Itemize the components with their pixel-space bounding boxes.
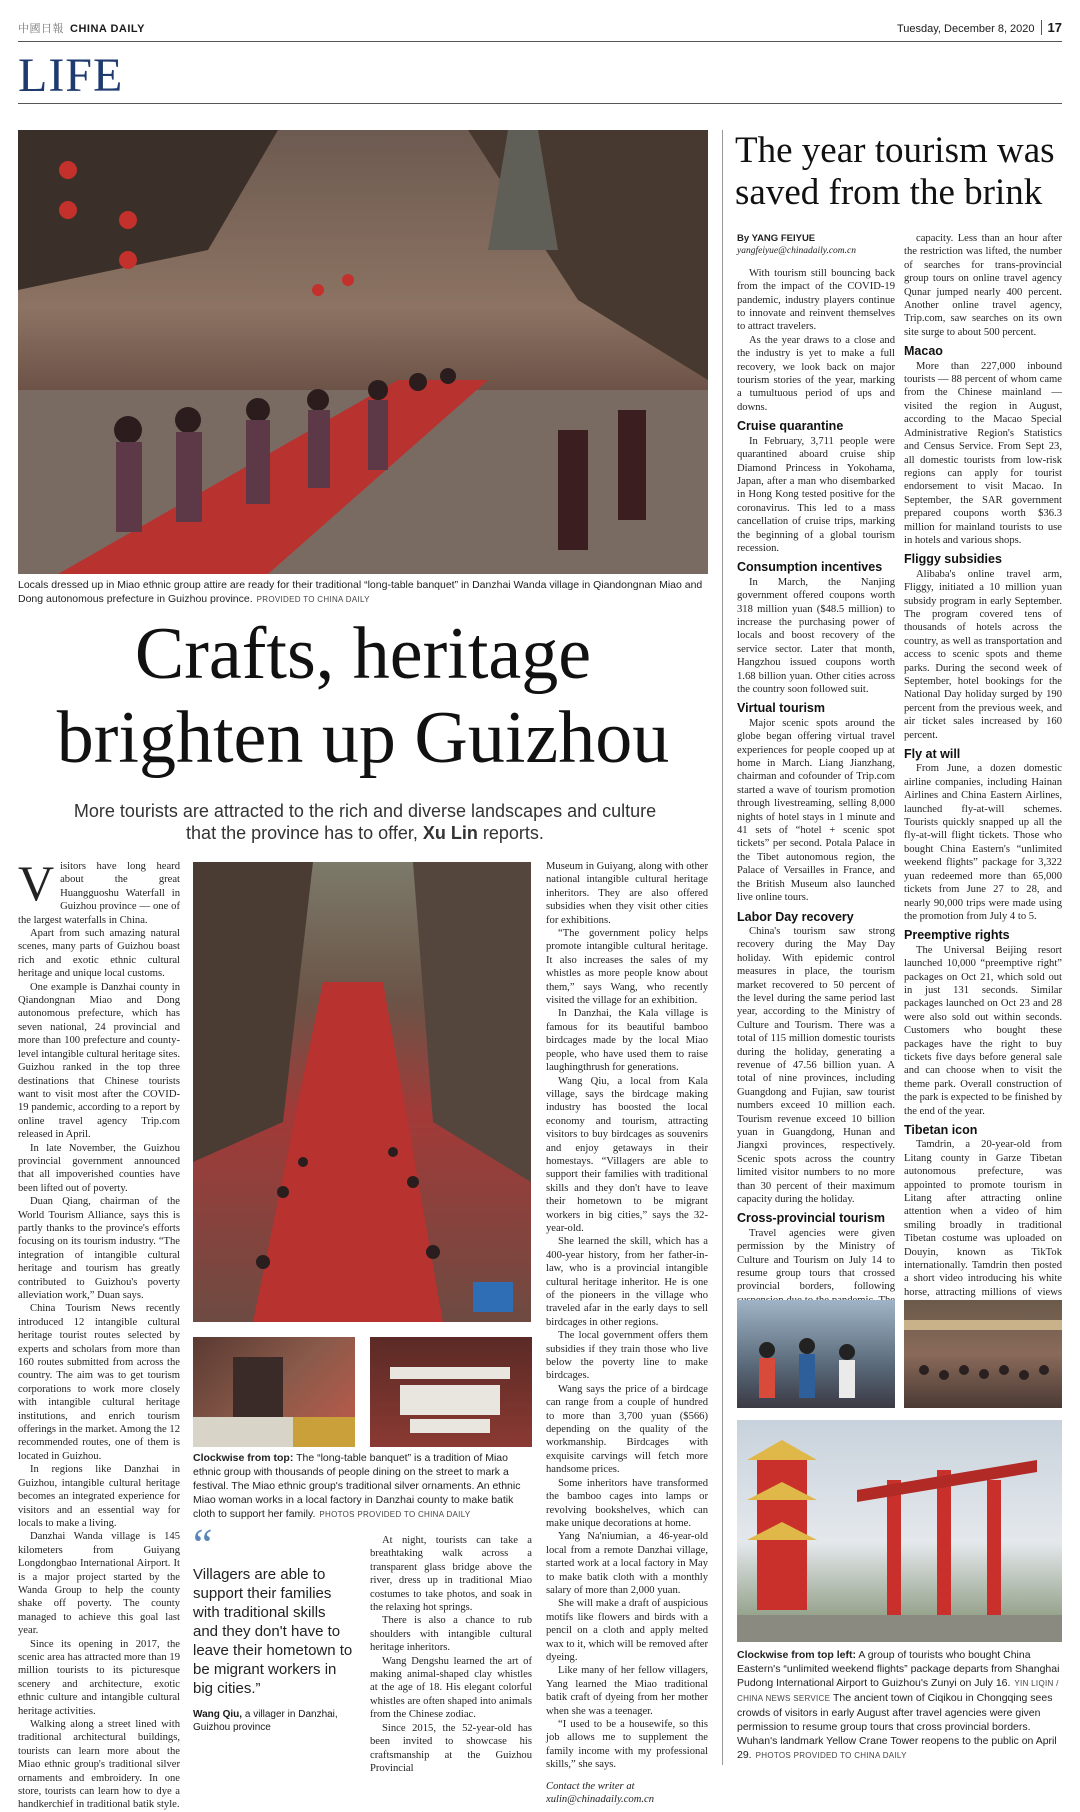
quote-attribution: Wang Qiu, a villager in Danzhai, Guizhou province: [193, 1709, 338, 1733]
street-banquet-photo: [193, 862, 531, 1322]
article-column-1: V isitors have long heard about the great Huangguoshu Waterfall in Guizhou province — one of the largest waterfalls in China. Apart from such amazing natural scenes, many parts of Guizhou boast rich and exotic ethnic cultural heritage and unique local customs. One example is Danzhai county in Qiandongnan Miao and Dong autonomous prefecture, which has seven national, 24 provincial and more than 100 prefecture and county-level intangible cultural heritage sites. Guizhou ranked in the top three destinations that Chinese tourists want to visit most after the COVID-19 pandemic, according to a report by online travel agency Trip.com released in April. In late November, the Guizhou provincial government announced that all impoverished counties have been lifted out of poverty. Duan Qiang, chairman of the World Tourism Alliance, says this is partly thanks to the province's efforts focusing on its tourism industry. “The integration of intangible cultural heritage and tourism has greatly contributed to Guizhou's poverty alleviation work,” Duan says. China Tourism News recently introduced 12 intangible cultural heritage tourist routes selected by experts and scholars from more than 160 routes submitted from across the country. The aim was to get tourism corporations to work more closely with intangible cultural heritage institutions, and enrich tourism offerings in the market. Among the 12 recommended routes, one of them is located in Guizhou. In regions like Danzhai in Guizhou, intangible cultural heritage becomes an integrated experience for visitors and an essential way for locals to make a living. Danzhai Wanda village is 145 kilometers from Guiyang Longdongbao International Airport. It is a major project started by the Wanda Group to help the county shake off poverty. The county managed to achieve this goal last year. Since its opening in 2017, the scenic area has attracted more than 19 million tourists to its picturesque scenery and architecture, exotic ethnic culture and intangible cultural heritage activities. Walking along a street lined with traditional architectural buildings, tourists can learn more about the Miao ethnic group's traditional silver ornaments and embroidery. In one store, tourists can learn how to dye a handkerchief in traditional batik style.: [18, 855, 180, 1811]
contact-line: Contact the writer at xulin@chinadaily.com.cn: [546, 1780, 655, 1806]
ciqikou-crowds-photo: [904, 1300, 1062, 1408]
yellow-crane-tower-photo: [737, 1420, 1062, 1642]
subhead: Preemptive rights: [904, 928, 1010, 943]
top-photo: [18, 130, 708, 574]
subhead: Labor Day recovery: [737, 909, 854, 924]
paragraph: China's tourism saw strong recovery during the May Day holiday. With epidemic control measures in place, the tourism market recovered to 50 percent of the level during the same period last year, according to the Ministry of Culture and Tourism. There was a total of 115 million domestic tourists during the holiday, generating a revenue of 47.56 billion yuan. A total of nine provinces, including Guangdong and Fujian, saw tourist numbers exceed 10 million each. Tourism revenue exceed 10 billion yuan in Guangdong, Hunan and Jiangxi provinces, respectively. Scenic spots across the country limited visitor numbers to no more than 30 percent of their maximum capacity during the holiday.: [737, 925, 895, 1206]
side-column-a-sections: [737, 267, 895, 1348]
subhead: Macao: [904, 344, 943, 359]
side-column-a: By YANG FEIYUE yangfeiyue@chinadaily.com.cn With tourism still bouncing back from the impact of the COVID-19 pandemic, industry players continue to innovate and reinvent themselves to attract travelers. As the year draws to a close and the industry is yet to make a full recovery, we look back on major tourism stories of the year, marking a tumultuous period of ups and downs. Cruise quarantine In February, 3,711 people were quarantined aboard cruise ship Diamond Princess in Yokohama, Japan, after a man who disembarked in Hong Kong tested positive for the coronavirus. This led to a mass cancellation of cruise trips, marking the beginning of a global tourism recession. Consumption incentives In March, the Nanjing government offered coupons worth 318 million yuan ($48.5 million) to increase the purchasing power of locals and boost recovery of the service sector. Later that month, Hangzhou issued coupons worth 1.68 billion yuan. Other cities across the country soon followed suit. Virtual tourism Major scenic spots around the globe began offering virtual travel experiences for people cooped up at home in March. Liang Jianzhang, chairman and cofounder of Trip.com started a wave of tourism promotion through livestreaming, selling 8,000 nights of hotel stays in 1 minute and 41 sets of “hotel + scenic spot tickets” per second. Potala Palace in the Tibet autonomous region, the Palace of Versailles in France, and the British Museum also launched live online tours. Labor Day recovery China's tourism saw strong recovery during the May Day holiday. With epidemic control measures in place, the tourism market recovered to 50 percent of the level during the same period last year, according to the Ministry of Culture and Tourism. There was a total of 115 million domestic tourists during the holiday, generating a revenue of 47.56 billion yuan. A total of nine provinces, including Guangdong and Fujian, saw tourist numbers exceed 10 million each. Tourism revenue exceed 10 billion yuan in Guangdong, Hunan and Jiangxi provinces, respectively. Scenic spots across the country limited visitor numbers to no more than 30 percent of their maximum capacity during the holiday. Cross-provincial tourism Travel agencies were given permission by the Ministry of Culture and Tourism on July 14 to resume group tours that crossed provincial borders, following: [737, 232, 895, 1290]
article-column-2-bottom: At night, tourists can take a breathtaking walk across a transparent glass bridge above the river, dress up in traditional Miao costumes to take photos, and soak in the relaxing hot springs. There is also a chance to rub shoulders with intangible cultural heritage inheritors. Wang Dengshu learned the art of making animal-shaped clay whistles at the age of 18. His elegant colorful whistles are often shaped into animals from the Chinese zodiac. Since 2015, the 52-year-old has been invited to showcase his craftsmanship at the Guizhou Provincial: [370, 1535, 532, 1774]
middle-photo-caption: Clockwise from top: The “long-table banquet” is a tradition of Miao ethnic group with thousands of people dining on the street to mark a festival. The Miao ethnic group's traditional silver ornaments. An ethnic Miao woman works in a local factory in Danzhai county to make batik cloth to support her family. PHOTOS PROVIDED TO CHINA DAILY: [193, 1452, 521, 1520]
paragraph: More than 227,000 inbound tourists — 88 percent of whom came from the Chinese mainland — visited the region in August, according to the Macao Special Administrative Region's Statistics and Census Service. From Sept 23, all domestic tourists from low-risk regions can apply for tourist endorsement to visit Macao. In September, the SAR government prepared coupons worth $36.3 million for mainland tourists to use in hotels and various shops.: [904, 360, 1062, 546]
subhead: Virtual tourism: [737, 701, 825, 716]
paragraph: As the year draws to a close and the industry is yet to make a full recovery, we look back on major tourism stories of the year, marking a tumultuous period of ups and downs.: [737, 334, 895, 413]
batik-worker-photo: [193, 1337, 355, 1447]
paragraph: Major scenic spots around the globe began offering virtual travel experiences for people cooped up at home in March. Liang Jianzhang, chairman and cofounder of Trip.com started a wave of tourism promotion through livestreaming, selling 8,000 nights of hotel stays in 1 minute and 41 sets of “hotel + scenic spot tickets” per second. Potala Palace in the Tibet autonomous region, the Palace of Versailles in France, and the British Museum also launched live online tours.: [737, 717, 895, 904]
subhead: Cruise quarantine: [737, 419, 844, 434]
subhead: Fliggy subsidies: [904, 552, 1002, 567]
subhead: Consumption incentives: [737, 560, 883, 575]
side-headline: The year tourism was saved from the brink: [735, 130, 1055, 213]
section-title: LIFE: [18, 49, 124, 102]
side-column-b-sections: [904, 232, 1062, 1366]
top-photo-caption: Locals dressed up in Miao ethnic group attire are ready for their traditional “long-table banquet” in Danzhai Wanda village in Qiandongnan Miao and Dong autonomous prefecture in Guizhou province. PROVIDED TO CHINA DAILY: [18, 579, 703, 605]
pull-quote: “ Villagers are able to support their families with traditional skills and they don't have to leave their hometown to be migrant workers in big cities.” Wang Qiu, a villager in Danzhai, Guizhou province: [193, 1520, 353, 1733]
paragraph: Tamdrin, a 20-year-old from Litang county in Garze Tibetan autonomous prefecture, was appointed to promote tourism in Litang after attracting online attention when a video of him smiling broadly in traditional Tibetan costume was uploaded on Douyin, known as TikTok internationally. Tamdrin then posted a short video introducing his white horse, attracting millions of views: [904, 1139, 1062, 1298]
side-photo-caption: Clockwise from top left: A group of tourists who bought China Eastern's “unlimited weekend flights” package departs from Shanghai Pudong International Airport to Guizhou's Zunyi on July 16. YIN LIQIN / CHINA NEWS SERVICE The ancient town of Ciqikou in Chongqing sees crowds of visitors in early August after travel agencies were given permission to resume group tours that cross provincial borders. Wuhan's landmark Yellow Crane Tower reopens to the public on April 29. PHOTOS PROVIDED TO CHINA DAILY: [737, 1649, 1060, 1761]
paragraph: The Universal Beijing resort launched 10,000 “preemptive right” packages on Oct 21, which sold out in just 131 seconds. Similar packages launched on Oct 23 and 28 were also sold out within seconds. Customers who bought these packages have the right to buy tickets five days before general sale and can choose when to visit the theme park. Overall construction of the park is expected to be finished by the end of the year.: [904, 944, 1062, 1117]
ciqikou-crowds-image: [904, 1300, 1062, 1408]
drop-cap: V: [18, 855, 55, 911]
subhead: Fly at will: [904, 747, 961, 762]
paragraph: Alibaba's online travel arm, Fliggy, initiated a 10 million yuan subsidy program in early September. The program covered tens of thousands of hotels across the country, as well as transportation and access to scenic spots and theme parks. During the second week of September, hotel bookings for the National Day holiday surged by 190 percent from the previous week, and air ticket sales increased by 160 percent.: [904, 568, 1062, 741]
quote-mark-icon: “: [193, 1520, 213, 1569]
masthead-date: Tuesday, December 8, 2020 17: [896, 20, 1062, 35]
masthead-brand: 中國日報 CHINA DAILY: [18, 23, 145, 35]
paragraph: In February, 3,711 people were quarantined aboard cruise ship Diamond Princess in Yokohama, Japan, after a man who disembarked in Hong Kong tested positive for the coronavirus. This led to a mass cancellation of cruise trips, marking the beginning of a global tourism recession.: [737, 435, 895, 554]
silver-ornaments-photo: [370, 1337, 532, 1447]
paragraph: Travel agencies were given permission by the Ministry of Culture and Tourism on July 14 to resume group tours that crossed provincial borders, following: [737, 1227, 895, 1293]
section-header: [18, 48, 1062, 104]
yellow-crane-tower-image: [737, 1420, 1062, 1642]
masthead: [18, 14, 1062, 42]
subhead: Tibetan icon: [904, 1123, 978, 1137]
batik-worker-image: [193, 1337, 355, 1447]
paragraph: In March, the Nanjing government offered coupons worth 318 million yuan ($48.5 million) to increase the purchasing power of locals and boost recovery of the service sector. Later that month, Hangzhou issued coupons worth 1.68 billion yuan. Other cities across the country soon followed suit.: [737, 576, 895, 695]
airport-tourists-photo: [737, 1300, 895, 1408]
silver-ornaments-image: [370, 1337, 532, 1447]
page-number: 17: [1041, 20, 1062, 35]
deck: More tourists are attracted to the rich and diverse landscapes and culture that the province has to offer, Xu Lin reports.: [73, 801, 657, 843]
main-headline: Crafts, heritage brighten up Guizhou: [56, 613, 670, 779]
paragraph: capacity. Less than an hour after the restriction was lifted, the number of searches for trans-provincial group tours on online travel agency Qunar jumped nearly 400 percent. Another online travel agency, Trip.com, saw searches on its own site surge to about 500 percent.: [904, 233, 1062, 338]
long-table-banquet-photo: [18, 130, 708, 574]
paragraph: With tourism still bouncing back from the impact of the COVID-19 pandemic, industry players continue to innovate and reinvent themselves to attract travelers.: [737, 267, 895, 333]
article-column-3: Museum in Guiyang, along with other national intangible cultural heritage inheritors. They are also offered subsidies when they visit other cities for exhibitions. “The government policy helps promote intangible cultural heritage. It also increases the sales of my whistles as more people know about them,” says Wang, who recently visited the village for an exhibition. In Danzhai, the Kala village is famous for its beautiful bamboo birdcages made by the local Miao people, who have used them to raise laughingthrush for generations. Wang Qiu, a local from Kala village, says the birdcage making industry has boosted the local economy and tourism, attracting visitors to buy birdcages as souvenirs and enjoy getaways in their homestays. “Villagers are able to support their families with traditional skills and they don't have to leave their hometown to be migrant workers in big cities,” says the 32-year-old. She learned the skill, which has a 400-year history, from her father-in-law, who is a provincial intangible cultural heritage inheritor. He is one of the pioneers in the village who traveled afar in the early days to sell birdcages in other regions. The local government offers them subsidies if they train those who live below the poverty line to make birdcages. Wang says the price of a birdcage can range from a couple of hundred to more than 3,700 yuan ($566) depending on the quality of the workmanship. Birdcages with exquisite carvings will fetch more handsome prices. Some inheritors have transformed the bamboo cages into lamps or revolving bookshelves, which can make unique decorations at home. Yang Na'niumian, a 46-year-old local from a remote Danzhai village, started work at a local factory in May to make batik cloth with a monthly salary of more than 2,000 yuan. She will make a draft of auspicious motifs like flowers and birds with a pencil on a cloth and apply melted wax to it, which will be removed after dyeing. Like many of her fellow villagers, Yang learned the Miao traditional batik craft of dyeing from her mother when she was a teenager. “I used to be a housewife, so this job allows me to supplement the family income with my professional skills,” she says. Contact the writer at xulin@chinadaily.com.cn: [546, 861, 708, 1806]
airport-tourists-image: [737, 1300, 895, 1408]
subhead: Cross-provincial tourism: [737, 1211, 885, 1226]
column-divider: [722, 130, 723, 1765]
paragraph: From June, a dozen domestic airline companies, including Hainan Airlines and China Eastern Airlines, launched fly-at-will schemes. Tourists quickly snapped up all the fly-at-will flight tickets. Those who bought China Eastern's “unlimited weekend flights” package for 3,322 yuan redeemed more than 65,000 tickets from June 27 to 28, and nearly 90,000 trips were made using the promotion from July 4 to 5.: [904, 763, 1062, 922]
side-column-b: [904, 232, 1062, 1298]
street-banquet-image: [193, 862, 531, 1322]
